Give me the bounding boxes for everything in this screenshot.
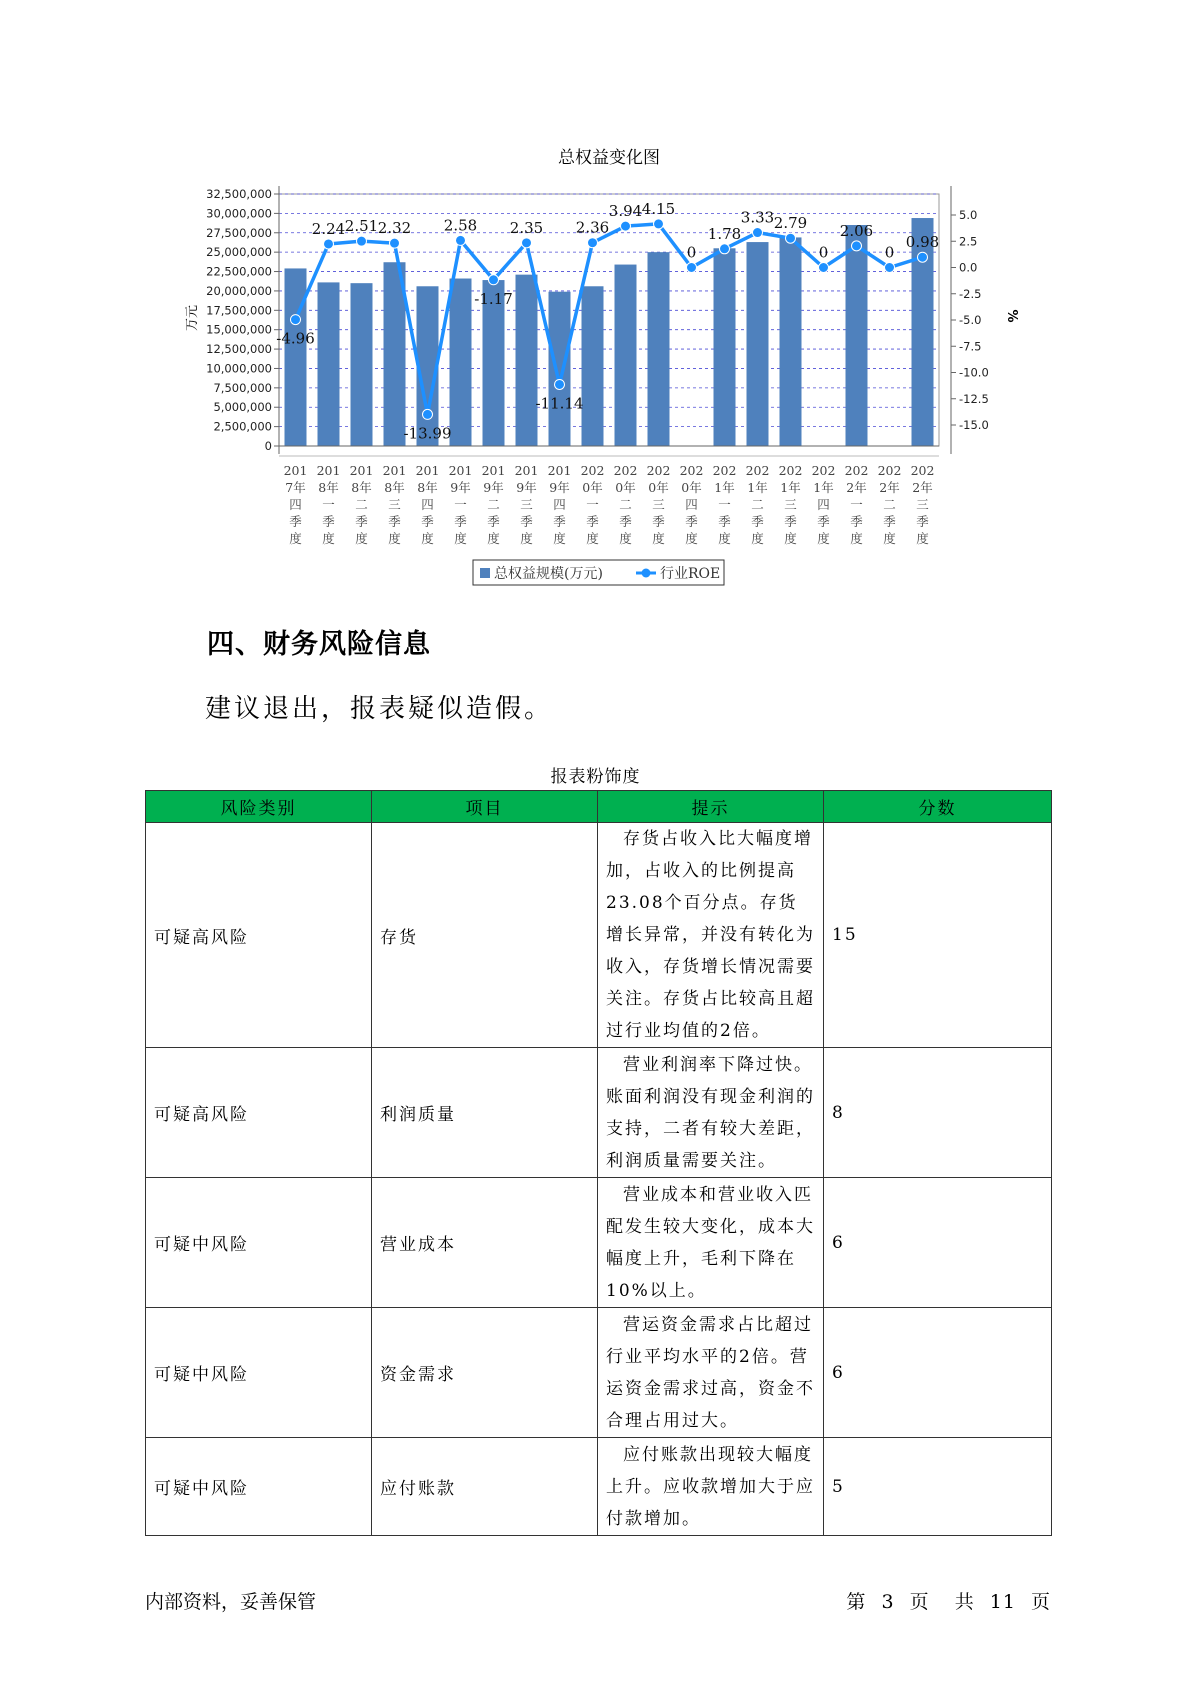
- right-tick-label: -10.0: [959, 365, 989, 380]
- x-tick-label: 二: [355, 497, 368, 512]
- page-mid: 页: [909, 1591, 930, 1613]
- roe-point: [621, 221, 631, 231]
- x-tick-label: 0年: [681, 480, 702, 495]
- left-tick-label: 5,000,000: [213, 400, 272, 415]
- equity-bar: [549, 292, 571, 446]
- risk-score: 15: [824, 823, 1052, 1048]
- left-tick-label: 22,500,000: [206, 264, 272, 279]
- roe-data-label: 0: [884, 243, 895, 262]
- x-tick-label: 度: [784, 531, 797, 546]
- x-tick-label: 9年: [549, 480, 570, 495]
- risk-item: 利润质量: [372, 1048, 598, 1178]
- x-tick-label: 三: [784, 497, 797, 512]
- x-tick-label: 一: [718, 497, 731, 512]
- right-tick-label: -5.0: [959, 313, 982, 327]
- x-tick-label: 四: [289, 497, 302, 512]
- x-tick-label: 度: [553, 531, 566, 546]
- right-axis-label: %: [1004, 309, 1019, 323]
- roe-data-label: 2.24: [311, 219, 346, 238]
- x-tick-label: 度: [487, 531, 500, 546]
- roe-data-label: 0: [818, 243, 829, 262]
- total-prefix: 共: [954, 1591, 975, 1613]
- x-tick-label: 度: [322, 531, 335, 546]
- equity-bar: [582, 286, 604, 446]
- x-tick-label: 度: [454, 531, 467, 546]
- x-tick-label: 四: [817, 497, 830, 512]
- risk-hint: 营运资金需求占比超过行业平均水平的2倍。营运资金需求过高，资金不合理占用过大。: [598, 1308, 824, 1438]
- x-tick-label: 一: [586, 497, 599, 512]
- roe-point: [555, 379, 565, 389]
- x-tick-label: 8年: [417, 480, 438, 495]
- x-tick-label: 202: [613, 463, 638, 478]
- header-hint: 提示: [598, 791, 824, 823]
- x-tick-label: 1年: [747, 480, 768, 495]
- roe-point: [588, 238, 598, 248]
- risk-category: 可疑高风险: [146, 1048, 372, 1178]
- x-tick-label: 202: [679, 463, 704, 478]
- roe-data-label: 4.15: [641, 199, 676, 218]
- x-tick-label: 一: [454, 497, 467, 512]
- x-tick-label: 202: [712, 463, 737, 478]
- roe-data-label: 1.78: [707, 224, 742, 243]
- x-tick-label: 季: [883, 514, 896, 529]
- right-tick-label: -2.5: [959, 286, 982, 301]
- x-tick-label: 季: [850, 514, 863, 529]
- equity-bar: [780, 237, 802, 446]
- table-caption: 报表粉饰度: [550, 767, 641, 787]
- legend-bar-swatch: [480, 568, 490, 578]
- risk-score: 6: [824, 1178, 1052, 1308]
- x-tick-label: 201: [415, 463, 440, 478]
- x-tick-label: 度: [718, 531, 731, 546]
- header-item: 项目: [372, 791, 598, 823]
- page-prefix: 第: [846, 1591, 867, 1613]
- roe-data-label: -1.17: [474, 289, 513, 308]
- risk-item: 应付账款: [372, 1438, 598, 1536]
- x-tick-label: 一: [322, 497, 335, 512]
- left-tick-label: 17,500,000: [206, 303, 272, 318]
- legend-line-marker: [642, 569, 651, 578]
- x-tick-label: 9年: [450, 480, 471, 495]
- roe-point: [390, 238, 400, 248]
- left-tick-label: 15,000,000: [206, 322, 272, 337]
- roe-data-label: 2.35: [509, 218, 544, 237]
- total-pages: 11: [989, 1591, 1016, 1613]
- legend-bar-label: 总权益规模(万元): [494, 566, 603, 582]
- x-tick-label: 2年: [912, 480, 933, 495]
- roe-point: [423, 409, 433, 419]
- equity-bar: [714, 248, 736, 446]
- x-tick-label: 四: [553, 497, 566, 512]
- footer-page-info: [846, 1587, 1051, 1614]
- risk-score: 5: [824, 1438, 1052, 1536]
- x-tick-label: 四: [421, 497, 434, 512]
- table-row: [146, 1178, 1052, 1308]
- table-header-row: [146, 791, 1052, 823]
- x-tick-label: 9年: [483, 480, 504, 495]
- left-tick-label: 30,000,000: [206, 206, 272, 221]
- x-tick-label: 三: [388, 497, 401, 512]
- equity-bar: [318, 282, 340, 446]
- x-tick-label: 一: [850, 497, 863, 512]
- x-tick-label: 季: [817, 514, 830, 529]
- risk-category: 可疑中风险: [146, 1438, 372, 1536]
- roe-data-label: 0.98: [905, 233, 940, 252]
- roe-point: [918, 252, 928, 262]
- right-tick-label: -7.5: [959, 339, 982, 354]
- risk-category: 可疑中风险: [146, 1178, 372, 1308]
- x-tick-label: 季: [652, 514, 665, 529]
- x-tick-label: 201: [448, 463, 473, 478]
- right-tick-label: 2.5: [959, 234, 978, 249]
- x-tick-label: 二: [751, 497, 764, 512]
- x-tick-label: 201: [283, 463, 308, 478]
- chart-title: 总权益变化图: [558, 148, 660, 168]
- roe-point: [357, 236, 367, 246]
- equity-bar: [648, 252, 670, 446]
- roe-point: [786, 233, 796, 243]
- risk-hint: 营业成本和营业收入匹配发生较大变化，成本大幅度上升，毛利下降在10%以上。: [598, 1178, 824, 1308]
- x-tick-label: 度: [850, 531, 863, 546]
- x-tick-label: 201: [316, 463, 341, 478]
- equity-chart-svg: [0, 0, 1191, 600]
- risk-hint: 存货占收入比大幅度增加，占收入的比例提高23.08个百分点。存货增长异常，并没有转化为收入，存货增长情况需要关注。存货占比较高且超过行业均值的2倍。: [598, 823, 824, 1048]
- x-tick-label: 度: [520, 531, 533, 546]
- left-tick-label: 7,500,000: [213, 380, 272, 395]
- x-tick-label: 季: [586, 514, 599, 529]
- total-suffix: 页: [1030, 1591, 1051, 1613]
- risk-category: 可疑高风险: [146, 823, 372, 1048]
- x-tick-label: 季: [619, 514, 632, 529]
- x-tick-label: 202: [580, 463, 605, 478]
- left-tick-label: 27,500,000: [206, 225, 272, 240]
- x-tick-label: 度: [421, 531, 434, 546]
- roe-data-label: -13.99: [403, 424, 452, 443]
- left-tick-label: 12,500,000: [206, 342, 272, 357]
- x-tick-label: 度: [883, 531, 896, 546]
- roe-data-label: 2.32: [377, 219, 412, 238]
- roe-data-label: 2.06: [839, 221, 874, 240]
- x-tick-label: 2年: [879, 480, 900, 495]
- x-tick-label: 7年: [285, 480, 306, 495]
- x-tick-label: 度: [652, 531, 665, 546]
- equity-bar: [450, 279, 472, 446]
- roe-data-label: -11.14: [535, 394, 584, 413]
- page-number: 3: [881, 1591, 895, 1613]
- x-tick-label: 二: [487, 497, 500, 512]
- risk-item: 资金需求: [372, 1308, 598, 1438]
- equity-bar: [351, 283, 373, 446]
- x-tick-label: 201: [481, 463, 506, 478]
- risk-hint: 应付账款出现较大幅度上升。应收款增加大于应付款增加。: [598, 1438, 824, 1536]
- x-tick-label: 2年: [846, 480, 867, 495]
- risk-item: 存货: [372, 823, 598, 1048]
- roe-data-label: 3.33: [740, 208, 775, 227]
- roe-point: [489, 275, 499, 285]
- x-tick-label: 度: [289, 531, 302, 546]
- x-tick-label: 202: [745, 463, 770, 478]
- x-tick-label: 季: [751, 514, 764, 529]
- x-tick-label: 季: [487, 514, 500, 529]
- roe-point: [522, 238, 532, 248]
- roe-data-label: 2.79: [773, 214, 808, 233]
- x-tick-label: 度: [817, 531, 830, 546]
- roe-point: [291, 315, 301, 325]
- x-tick-label: 0年: [582, 480, 603, 495]
- x-tick-label: 度: [355, 531, 368, 546]
- roe-point: [456, 235, 466, 245]
- x-tick-label: 三: [652, 497, 665, 512]
- right-tick-label: -12.5: [959, 391, 989, 406]
- x-tick-label: 1年: [813, 480, 834, 495]
- x-tick-label: 201: [382, 463, 407, 478]
- section-heading: 四、财务风险信息: [207, 629, 431, 660]
- x-tick-label: 季: [421, 514, 434, 529]
- risk-item: 营业成本: [372, 1178, 598, 1308]
- x-tick-label: 度: [388, 531, 401, 546]
- advice-text: 建议退出，报表疑似造假。: [205, 694, 554, 724]
- table-row: [146, 1438, 1052, 1536]
- x-tick-label: 三: [520, 497, 533, 512]
- left-tick-label: 2,500,000: [213, 419, 272, 434]
- x-tick-label: 1年: [780, 480, 801, 495]
- x-tick-label: 季: [520, 514, 533, 529]
- x-tick-label: 202: [811, 463, 836, 478]
- risk-hint: 营业利润率下降过快。账面利润没有现金利润的支持，二者有较大差距，利润质量需要关注。: [598, 1048, 824, 1178]
- x-tick-label: 201: [547, 463, 572, 478]
- roe-point: [324, 239, 334, 249]
- roe-data-label: 2.51: [344, 217, 379, 236]
- roe-point: [885, 263, 895, 273]
- right-tick-label: 5.0: [959, 208, 978, 222]
- header-score: 分数: [824, 791, 1052, 823]
- left-tick-label: 0: [264, 439, 272, 453]
- roe-point: [852, 241, 862, 251]
- left-tick-label: 32,500,000: [206, 187, 272, 201]
- roe-point: [720, 244, 730, 254]
- left-tick-label: 25,000,000: [206, 245, 272, 260]
- equity-bar: [846, 225, 868, 446]
- table-row: [146, 1048, 1052, 1178]
- x-tick-label: 202: [844, 463, 869, 478]
- risk-table: [145, 790, 1052, 1536]
- x-tick-label: 202: [910, 463, 935, 478]
- left-tick-label: 10,000,000: [206, 361, 272, 376]
- legend-line-label: 行业ROE: [660, 566, 721, 582]
- table-row: [146, 1308, 1052, 1438]
- equity-bar: [516, 275, 538, 446]
- equity-bar: [615, 265, 637, 446]
- x-tick-label: 202: [877, 463, 902, 478]
- x-tick-label: 度: [916, 531, 929, 546]
- x-tick-label: 度: [685, 531, 698, 546]
- risk-score: 6: [824, 1308, 1052, 1438]
- x-tick-label: 8年: [384, 480, 405, 495]
- x-tick-label: 8年: [351, 480, 372, 495]
- x-tick-label: 1年: [714, 480, 735, 495]
- x-tick-label: 9年: [516, 480, 537, 495]
- x-tick-label: 201: [349, 463, 374, 478]
- risk-category: 可疑中风险: [146, 1308, 372, 1438]
- x-tick-label: 四: [685, 497, 698, 512]
- x-tick-label: 季: [718, 514, 731, 529]
- x-tick-label: 三: [916, 497, 929, 512]
- roe-point: [654, 219, 664, 229]
- x-tick-label: 季: [553, 514, 566, 529]
- x-tick-label: 二: [883, 497, 896, 512]
- roe-data-label: 0: [686, 243, 697, 262]
- roe-point: [819, 263, 829, 273]
- x-tick-label: 度: [751, 531, 764, 546]
- x-tick-label: 季: [454, 514, 467, 529]
- left-tick-label: 20,000,000: [206, 283, 272, 298]
- right-tick-label: 0.0: [959, 260, 978, 275]
- table-row: [146, 823, 1052, 1048]
- equity-chart: [0, 0, 1191, 600]
- x-tick-label: 季: [322, 514, 335, 529]
- x-tick-label: 季: [784, 514, 797, 529]
- header-category: 风险类别: [146, 791, 372, 823]
- x-tick-label: 201: [514, 463, 539, 478]
- footer-confidential: 内部资料，妥善保管: [145, 1591, 317, 1613]
- roe-point: [687, 263, 697, 273]
- roe-data-label: 3.94: [608, 202, 643, 221]
- x-tick-label: 季: [916, 514, 929, 529]
- x-tick-label: 季: [289, 514, 302, 529]
- x-tick-label: 季: [355, 514, 368, 529]
- x-tick-label: 202: [646, 463, 671, 478]
- x-tick-label: 度: [619, 531, 632, 546]
- x-tick-label: 季: [685, 514, 698, 529]
- x-tick-label: 202: [778, 463, 803, 478]
- right-tick-label: -15.0: [959, 418, 989, 432]
- equity-bar: [747, 242, 769, 446]
- left-axis-label: 万元: [185, 304, 200, 332]
- x-tick-label: 二: [619, 497, 632, 512]
- roe-point: [753, 228, 763, 238]
- x-tick-label: 季: [388, 514, 401, 529]
- risk-score: 8: [824, 1048, 1052, 1178]
- roe-data-label: 2.36: [575, 218, 610, 237]
- roe-data-label: 2.58: [443, 216, 478, 235]
- equity-bar: [285, 268, 307, 446]
- x-tick-label: 8年: [318, 480, 339, 495]
- x-tick-label: 0年: [648, 480, 669, 495]
- roe-data-label: -4.96: [276, 329, 315, 348]
- x-tick-label: 度: [586, 531, 599, 546]
- x-tick-label: 0年: [615, 480, 636, 495]
